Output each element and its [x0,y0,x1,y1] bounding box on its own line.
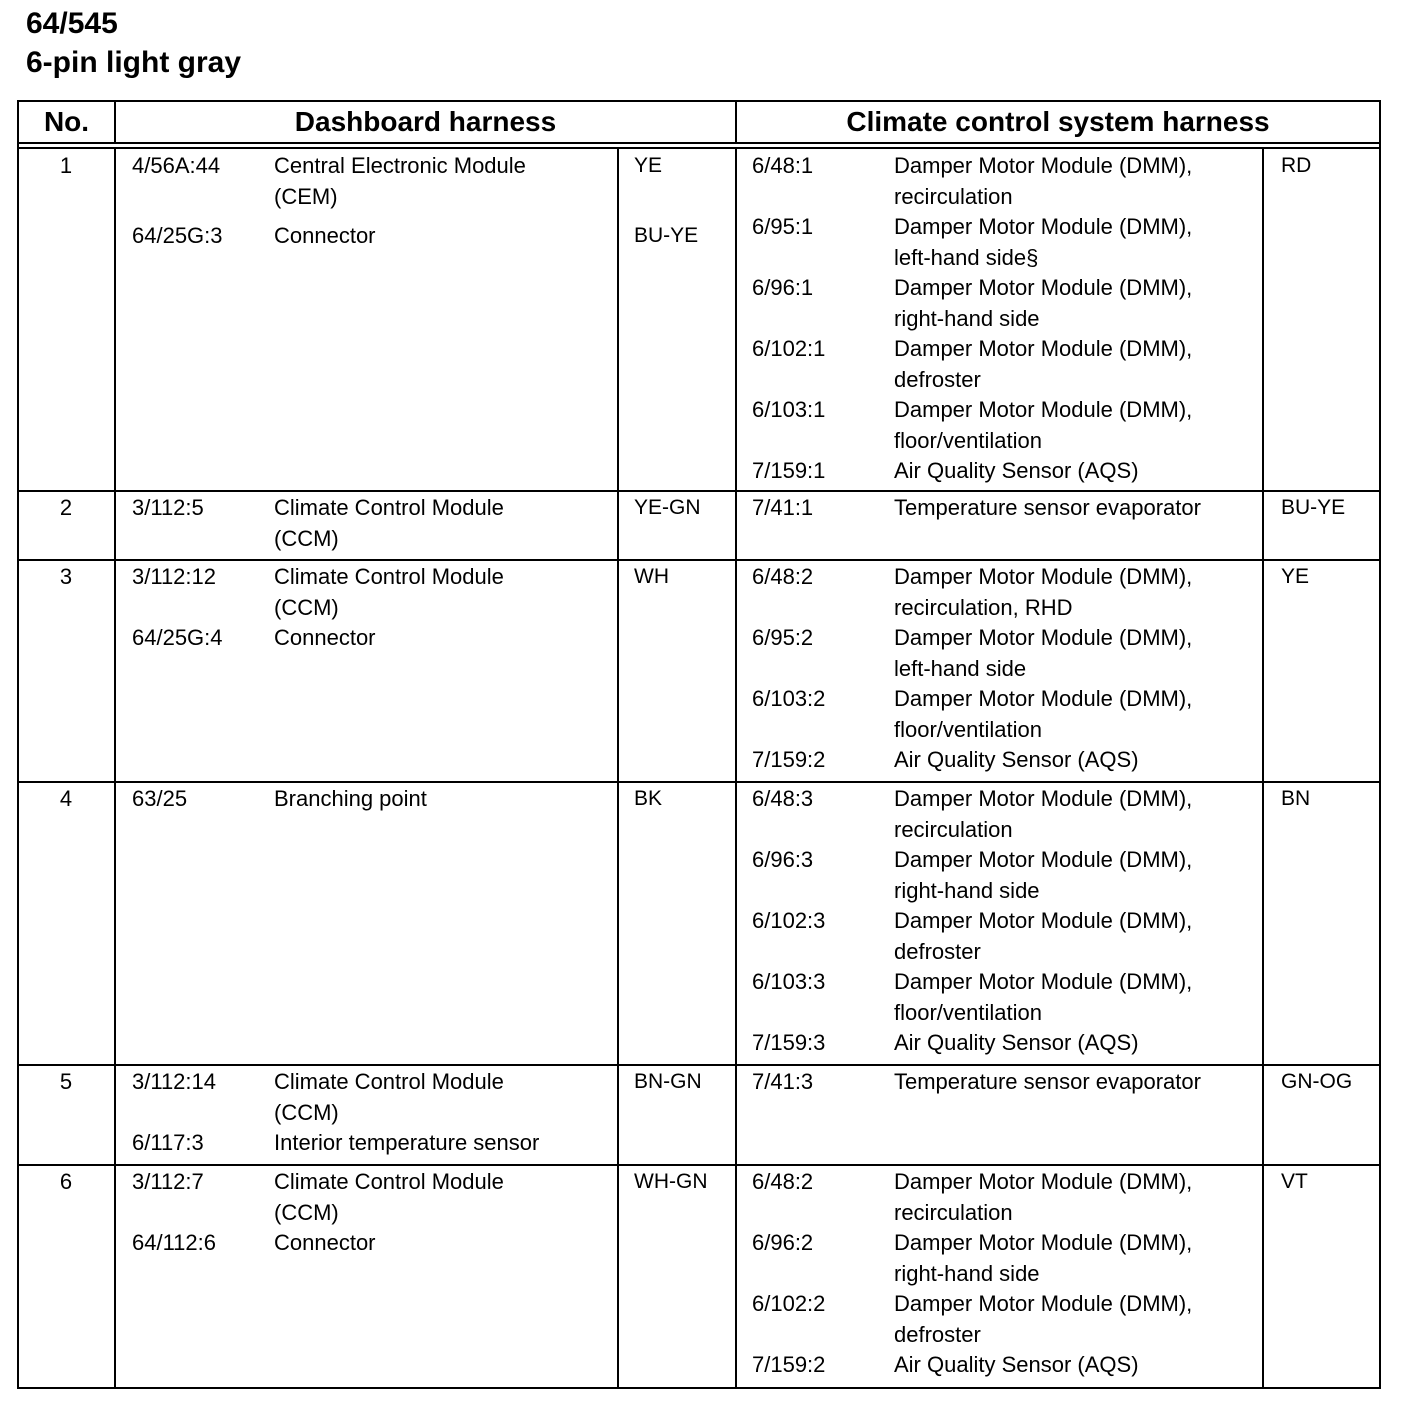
dashboard-component-desc: (CCM) [274,525,339,551]
climate-wire-color: GN-OG [1281,1070,1353,1093]
climate-wire-color: VT [1281,1170,1308,1193]
climate-component-desc: Air Quality Sensor (AQS) [894,747,1139,772]
climate-component-desc: Air Quality Sensor (AQS) [894,458,1139,483]
dashboard-pin-id: 63/25 [132,786,188,811]
climate-component-desc: Damper Motor Module (DMM), [894,1169,1193,1194]
climate-component-desc: floor/ventilation [894,716,1042,742]
dashboard-pin-id: 64/25G:3 [132,223,223,249]
climate-pin-id: 6/96:3 [752,847,814,872]
dashboard-pin-id: 3/112:14 [132,1069,217,1094]
dashboard-pin-id: 64/25G:4 [132,625,223,650]
climate-component-desc: Temperature sensor evaporator [894,1069,1201,1094]
climate-component-desc: defroster [894,366,981,392]
dashboard-wire-color: BU-YE [634,224,699,248]
climate-component-desc: Temperature sensor evaporator [894,495,1201,520]
climate-pin-id: 6/102:2 [752,1291,826,1316]
climate-component-desc: Damper Motor Module (DMM), [894,275,1193,300]
climate-pin-id: 7/41:1 [752,495,814,520]
dashboard-pin-id: 6/117:3 [132,1130,204,1155]
climate-component-desc: Damper Motor Module (DMM), [894,397,1193,422]
climate-component-desc: Damper Motor Module (DMM), [894,908,1193,933]
row-separator [19,1064,1379,1066]
header-separator [19,142,1379,149]
dashboard-component-desc: (CCM) [274,1199,339,1225]
header-dashboard-harness: Dashboard harness [294,106,557,137]
climate-component-desc: recirculation [894,183,1013,209]
climate-component-desc: Damper Motor Module (DMM), [894,686,1193,711]
row-separator [19,1164,1379,1166]
climate-component-desc: recirculation [894,816,1013,842]
row-separator [19,559,1379,561]
climate-pin-id: 6/102:1 [752,336,826,361]
climate-wire-color: YE [1281,565,1310,588]
row-number: 6 [59,1169,73,1194]
dashboard-component-desc: Connector [274,625,376,650]
climate-pin-id: 7/159:2 [752,1352,826,1377]
header-climate-harness: Climate control system harness [846,106,1270,137]
climate-component-desc: Damper Motor Module (DMM), [894,1291,1193,1316]
dashboard-wire-color: YE [634,154,663,177]
climate-pin-id: 6/48:1 [752,153,814,178]
dashboard-component-desc: Central Electronic Module [274,153,526,178]
dashboard-component-desc: Climate Control Module [274,1169,504,1194]
climate-component-desc: left-hand side [894,655,1027,681]
row-number: 1 [59,153,73,178]
dashboard-component-desc: (CCM) [274,594,339,620]
dashboard-component-desc: (CCM) [274,1099,339,1125]
climate-component-desc: defroster [894,1321,981,1347]
climate-pin-id: 6/103:1 [752,397,826,422]
dashboard-pin-id: 64/112:6 [132,1230,217,1255]
dashboard-pin-id: 3/112:7 [132,1169,204,1194]
row-number: 4 [59,786,73,811]
climate-pin-id: 6/48:2 [752,1169,814,1194]
row-number: 2 [59,495,73,520]
dashboard-pin-id: 4/56A:44 [132,153,221,178]
climate-component-desc: left-hand side§ [894,244,1039,270]
climate-component-desc: Damper Motor Module (DMM), [894,625,1193,650]
climate-component-desc: Damper Motor Module (DMM), [894,1230,1193,1255]
dashboard-component-desc: Climate Control Module [274,564,504,589]
row-number: 3 [59,564,73,589]
page-title: 64/545 [26,7,118,40]
dashboard-component-desc: Climate Control Module [274,495,504,520]
dashboard-wire-color: BN-GN [634,1070,702,1093]
header-no: No. [43,106,90,137]
climate-wire-color: BU-YE [1281,496,1346,519]
column-divider [735,102,737,1387]
climate-component-desc: Air Quality Sensor (AQS) [894,1352,1139,1377]
color-column-divider [1262,149,1264,1387]
climate-component-desc: right-hand side [894,305,1040,331]
dashboard-component-desc: Connector [274,1230,376,1255]
climate-pin-id: 6/103:3 [752,969,826,994]
column-divider [114,102,116,1387]
climate-pin-id: 7/159:3 [752,1030,826,1055]
climate-pin-id: 6/96:1 [752,275,814,300]
climate-pin-id: 6/103:2 [752,686,826,711]
climate-pin-id: 7/159:1 [752,458,826,483]
row-separator [19,781,1379,783]
dashboard-wire-color: YE-GN [634,496,701,519]
climate-component-desc: right-hand side [894,1260,1040,1286]
climate-component-desc: Damper Motor Module (DMM), [894,969,1193,994]
climate-component-desc: Damper Motor Module (DMM), [894,786,1193,811]
climate-component-desc: right-hand side [894,877,1040,903]
dashboard-pin-id: 3/112:5 [132,495,204,520]
dashboard-component-desc: Branching point [274,786,427,811]
dashboard-wire-color: WH [634,565,669,588]
climate-pin-id: 6/95:2 [752,625,814,650]
row-separator [19,490,1379,492]
climate-component-desc: Damper Motor Module (DMM), [894,564,1193,589]
climate-component-desc: Damper Motor Module (DMM), [894,214,1193,239]
climate-component-desc: recirculation, RHD [894,594,1073,620]
climate-pin-id: 6/102:3 [752,908,826,933]
climate-component-desc: Air Quality Sensor (AQS) [894,1030,1139,1055]
climate-wire-color: RD [1281,154,1312,177]
color-column-divider [617,149,619,1387]
climate-component-desc: floor/ventilation [894,999,1042,1025]
climate-pin-id: 6/96:2 [752,1230,814,1255]
climate-component-desc: Damper Motor Module (DMM), [894,336,1193,361]
climate-pin-id: 7/41:3 [752,1069,814,1094]
dashboard-component-desc: Interior temperature sensor [274,1130,540,1155]
climate-component-desc: defroster [894,938,981,964]
dashboard-pin-id: 3/112:12 [132,564,217,589]
dashboard-component-desc: Connector [274,223,376,249]
climate-pin-id: 6/48:2 [752,564,814,589]
climate-pin-id: 6/95:1 [752,214,814,239]
dashboard-component-desc: Climate Control Module [274,1069,504,1094]
climate-pin-id: 6/48:3 [752,786,814,811]
row-number: 5 [59,1069,73,1094]
climate-wire-color: BN [1281,787,1311,810]
climate-component-desc: recirculation [894,1199,1013,1225]
climate-component-desc: floor/ventilation [894,427,1042,453]
pinout-table [17,100,1381,1389]
dashboard-component-desc: (CEM) [274,183,338,209]
dashboard-wire-color: WH-GN [634,1170,708,1193]
climate-pin-id: 7/159:2 [752,747,826,772]
dashboard-wire-color: BK [634,787,663,810]
climate-component-desc: Damper Motor Module (DMM), [894,153,1193,178]
climate-component-desc: Damper Motor Module (DMM), [894,847,1193,872]
page-subtitle: 6-pin light gray [26,46,242,79]
